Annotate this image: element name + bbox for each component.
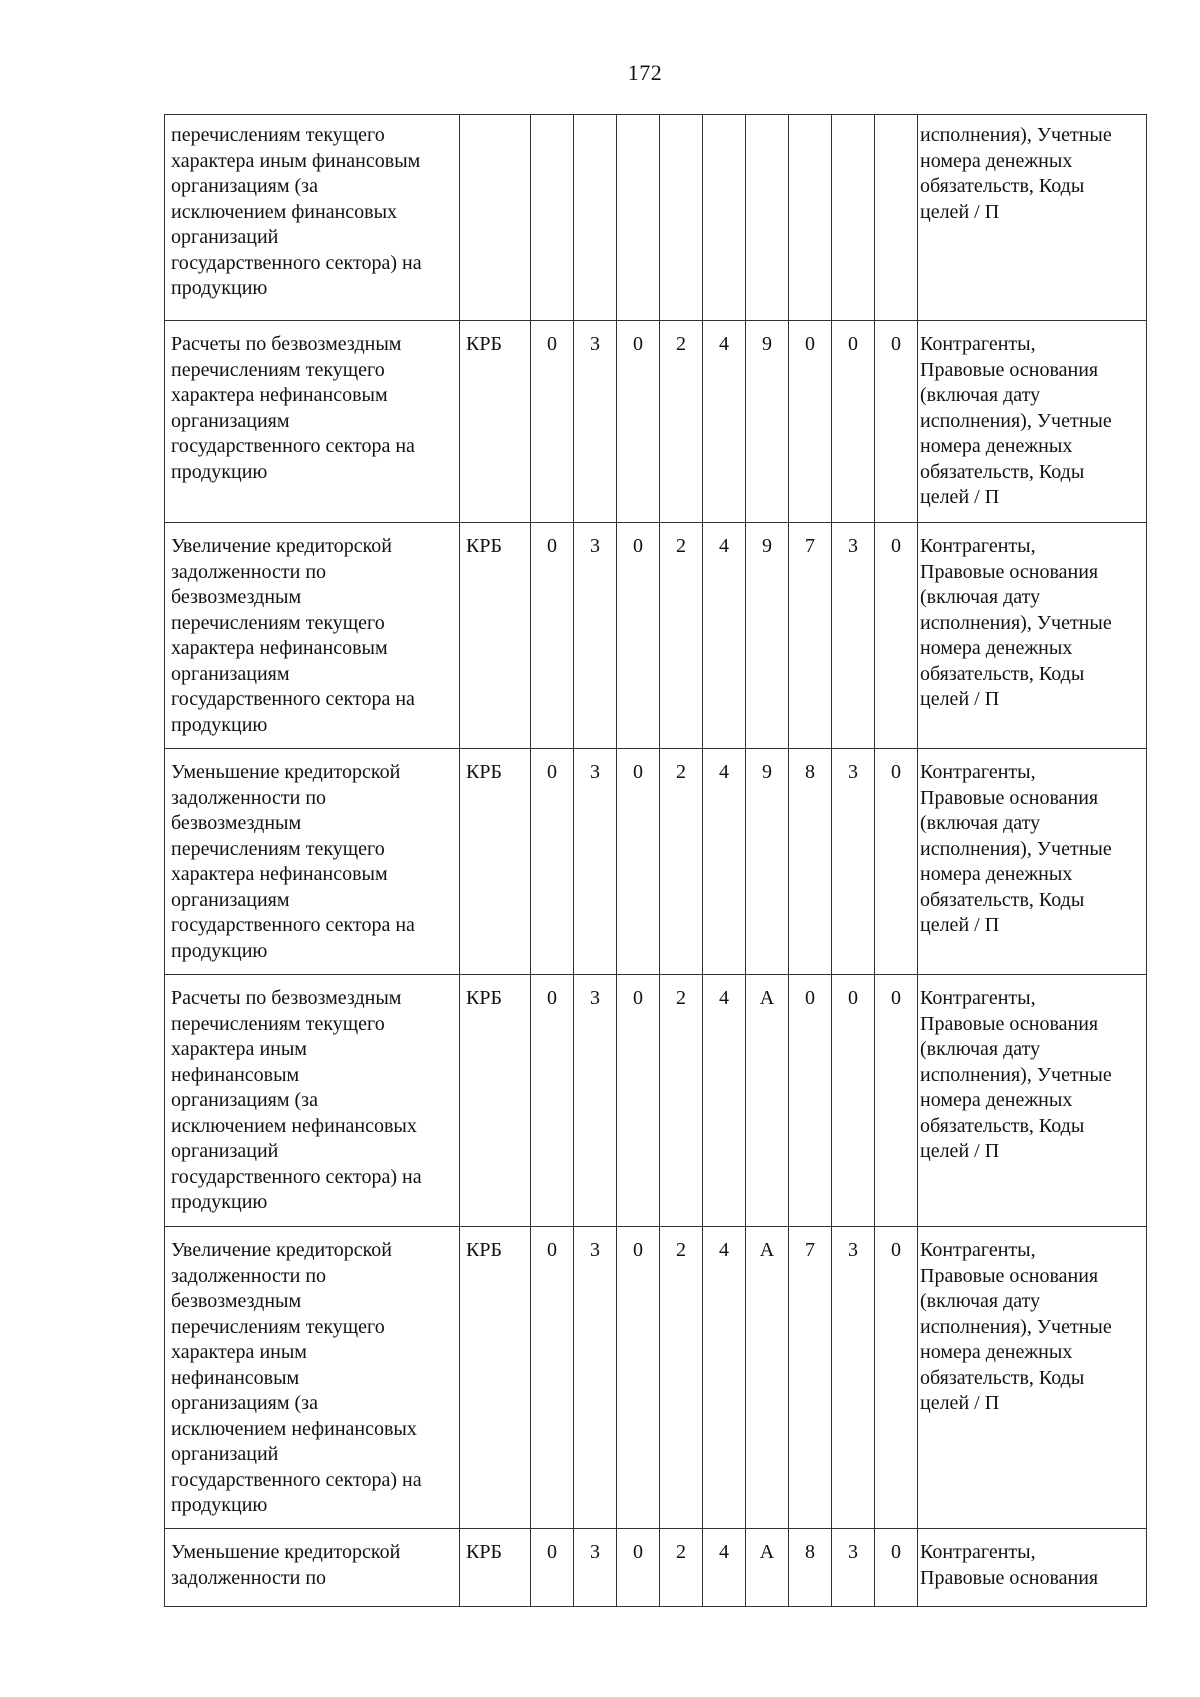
code-digit-cell: [746, 1529, 789, 1607]
table-row: [165, 975, 1147, 1227]
code-digit-cell: [703, 321, 746, 523]
code-digit: 0: [633, 987, 643, 1009]
code-digit: 2: [676, 1239, 686, 1261]
code-digit-cell: [574, 975, 617, 1227]
code-digit-cell: [660, 975, 703, 1227]
code-digit-cell: [574, 321, 617, 523]
code-digit-cell: [531, 975, 574, 1227]
account-kind-cell: [460, 523, 531, 749]
code-digit-cell: [789, 523, 832, 749]
account-description-cell: [165, 1227, 460, 1529]
code-digit-cell: [617, 115, 660, 321]
code-digit-cell: [746, 115, 789, 321]
code-digit-cell: [703, 115, 746, 321]
code-digit-cell: [789, 1227, 832, 1529]
code-digit: 0: [848, 333, 858, 355]
code-digit-cell: [660, 749, 703, 975]
analytics-cell: [918, 523, 1147, 749]
code-digit-cell: [531, 523, 574, 749]
code-digit-cell: [875, 1529, 918, 1607]
code-digit-cell: [789, 1529, 832, 1607]
code-digit: 3: [590, 987, 600, 1009]
code-digit-cell: [875, 1227, 918, 1529]
code-digit: 7: [805, 535, 815, 557]
code-digit: 0: [633, 1541, 643, 1563]
account-description-cell: [165, 115, 460, 321]
code-digit: 9: [762, 333, 772, 355]
analytics-cell: [918, 115, 1147, 321]
code-digit-cell: [832, 749, 875, 975]
code-digit-cell: [703, 749, 746, 975]
code-digit: 0: [891, 1239, 901, 1261]
code-digit: 0: [891, 761, 901, 783]
table-row: [165, 523, 1147, 749]
code-digit: 0: [633, 535, 643, 557]
code-digit: 3: [590, 1239, 600, 1261]
code-digit-cell: [875, 115, 918, 321]
code-digit: 3: [848, 1239, 858, 1261]
code-digit-cell: [746, 321, 789, 523]
code-digit: 0: [547, 1239, 557, 1261]
code-digit-cell: [832, 523, 875, 749]
code-digit-cell: [574, 1529, 617, 1607]
account-description-cell: [165, 975, 460, 1227]
account-kind-cell: [460, 115, 531, 321]
code-digit-cell: [660, 1227, 703, 1529]
code-digit-cell: [746, 749, 789, 975]
code-digit-cell: [617, 321, 660, 523]
code-digit: 8: [805, 761, 815, 783]
code-digit: 3: [848, 535, 858, 557]
code-digit-cell: [703, 975, 746, 1227]
analytics-cell: [918, 1529, 1147, 1607]
code-digit: 0: [805, 333, 815, 355]
code-digit: 2: [676, 535, 686, 557]
code-digit-cell: [789, 115, 832, 321]
code-digit: 3: [848, 1541, 858, 1563]
code-digit-cell: [617, 1227, 660, 1529]
code-digit: 3: [590, 761, 600, 783]
code-digit-cell: [531, 1227, 574, 1529]
code-digit-cell: [703, 1227, 746, 1529]
code-digit-cell: [617, 523, 660, 749]
code-digit-cell: [832, 321, 875, 523]
code-digit: 0: [547, 761, 557, 783]
account-description: Уменьшение кредиторской задолженности по безвозмездным перечислениям текущего характера нефинансовым организациям государственного сектора на продукцию: [171, 761, 415, 962]
code-digit: 0: [891, 987, 901, 1009]
code-digit: 7: [805, 1239, 815, 1261]
code-digit-cell: [875, 975, 918, 1227]
code-digit-cell: [574, 1227, 617, 1529]
code-digit-cell: [574, 523, 617, 749]
code-digit-cell: [789, 975, 832, 1227]
code-digit: 0: [891, 1541, 901, 1563]
code-digit: 0: [633, 761, 643, 783]
code-digit: 2: [676, 333, 686, 355]
code-digit-cell: [703, 1529, 746, 1607]
code-digit-cell: [617, 1529, 660, 1607]
code-digit: 4: [719, 1541, 729, 1563]
code-digit: 0: [633, 1239, 643, 1261]
analytics-cell: [918, 749, 1147, 975]
code-digit: 9: [762, 535, 772, 557]
code-digit: 0: [891, 333, 901, 355]
account-kind: КРБ: [466, 1541, 502, 1563]
account-description-cell: [165, 1529, 460, 1607]
code-digit-cell: [746, 1227, 789, 1529]
table-row: [165, 749, 1147, 975]
code-digit-cell: [832, 975, 875, 1227]
account-description-cell: [165, 523, 460, 749]
table-row: [165, 1529, 1147, 1607]
code-digit-cell: [660, 523, 703, 749]
analytics-text: Контрагенты, Правовые основания (включая дату исполнения), Учетные номера денежных обязательств, Коды целей / П: [920, 1239, 1112, 1414]
code-digit-cell: [531, 115, 574, 321]
code-digit: 0: [805, 987, 815, 1009]
code-digit: 3: [590, 1541, 600, 1563]
code-digit: А: [759, 1541, 775, 1563]
account-kind-cell: [460, 321, 531, 523]
code-digit-cell: [531, 321, 574, 523]
code-digit-cell: [574, 749, 617, 975]
account-description-cell: [165, 321, 460, 523]
code-digit-cell: [746, 523, 789, 749]
code-digit: 4: [719, 535, 729, 557]
code-digit-cell: [660, 321, 703, 523]
code-digit: 4: [719, 1239, 729, 1261]
code-digit-cell: [789, 749, 832, 975]
code-digit-cell: [832, 1529, 875, 1607]
account-description: Расчеты по безвозмездным перечислениям текущего характера нефинансовым организациям государственного сектора на продукцию: [171, 333, 415, 483]
code-digit-cell: [875, 749, 918, 975]
code-digit-cell: [875, 321, 918, 523]
code-digit: 0: [547, 1541, 557, 1563]
code-digit: 3: [590, 333, 600, 355]
code-digit: 9: [762, 761, 772, 783]
account-description: Увеличение кредиторской задолженности по безвозмездным перечислениям текущего характера нефинансовым организациям государственного сектора на продукцию: [171, 535, 415, 736]
code-digit: 0: [547, 333, 557, 355]
code-digit-cell: [660, 115, 703, 321]
analytics-cell: [918, 321, 1147, 523]
code-digit-cell: [574, 115, 617, 321]
accounts-table: [164, 114, 1147, 1607]
code-digit: 0: [848, 987, 858, 1009]
account-kind-cell: [460, 749, 531, 975]
code-digit: 2: [676, 1541, 686, 1563]
code-digit: 2: [676, 987, 686, 1009]
analytics-text: Контрагенты, Правовые основания (включая дату исполнения), Учетные номера денежных обязательств, Коды целей / П: [920, 987, 1112, 1162]
code-digit-cell: [875, 523, 918, 749]
code-digit: 4: [719, 987, 729, 1009]
analytics-cell: [918, 975, 1147, 1227]
code-digit: А: [759, 987, 775, 1009]
account-description-cell: [165, 749, 460, 975]
account-description: Увеличение кредиторской задолженности по безвозмездным перечислениям текущего характера иным нефинансовым организациям (за исключением нефинансовых организаций государственного сектора) на продукцию: [171, 1239, 422, 1516]
code-digit: 4: [719, 333, 729, 355]
code-digit: 0: [891, 535, 901, 557]
code-digit: 0: [633, 333, 643, 355]
code-digit-cell: [832, 1227, 875, 1529]
code-digit-cell: [832, 115, 875, 321]
account-description: Расчеты по безвозмездным перечислениям текущего характера иным нефинансовым организациям (за исключением нефинансовых организаций государственного сектора) на продукцию: [171, 987, 422, 1213]
code-digit-cell: [746, 975, 789, 1227]
account-kind: КРБ: [466, 761, 502, 783]
account-kind-cell: [460, 1227, 531, 1529]
code-digit-cell: [531, 1529, 574, 1607]
table-row: [165, 115, 1147, 321]
table-row: [165, 321, 1147, 523]
account-kind: КРБ: [466, 987, 502, 1009]
code-digit: 8: [805, 1541, 815, 1563]
analytics-text: Контрагенты, Правовые основания (включая дату исполнения), Учетные номера денежных обязательств, Коды целей / П: [920, 333, 1112, 508]
analytics-text: исполнения), Учетные номера денежных обязательств, Коды целей / П: [920, 124, 1112, 223]
code-digit-cell: [617, 749, 660, 975]
code-digit: 0: [547, 535, 557, 557]
account-description: перечислениям текущего характера иным финансовым организациям (за исключением финансовых организаций государственного сектора) на продукцию: [171, 124, 422, 299]
code-digit: 0: [547, 987, 557, 1009]
code-digit: 2: [676, 761, 686, 783]
analytics-text: Контрагенты, Правовые основания (включая дату исполнения), Учетные номера денежных обязательств, Коды целей / П: [920, 535, 1112, 710]
code-digit-cell: [617, 975, 660, 1227]
analytics-text: Контрагенты, Правовые основания (включая дату исполнения), Учетные номера денежных обязательств, Коды целей / П: [920, 761, 1112, 936]
analytics-text: Контрагенты, Правовые основания: [920, 1541, 1099, 1589]
code-digit-cell: [703, 523, 746, 749]
account-kind: КРБ: [466, 333, 502, 355]
account-kind: КРБ: [466, 1239, 502, 1261]
code-digit-cell: [660, 1529, 703, 1607]
account-description: Уменьшение кредиторской задолженности по: [171, 1541, 401, 1589]
account-kind: КРБ: [466, 535, 502, 557]
account-kind-cell: [460, 1529, 531, 1607]
analytics-cell: [918, 1227, 1147, 1529]
code-digit: 3: [590, 535, 600, 557]
code-digit: А: [759, 1239, 775, 1261]
account-kind-cell: [460, 975, 531, 1227]
code-digit: 4: [719, 761, 729, 783]
code-digit-cell: [789, 321, 832, 523]
code-digit: 3: [848, 761, 858, 783]
page-number: 172: [627, 60, 663, 85]
code-digit-cell: [531, 749, 574, 975]
table-row: [165, 1227, 1147, 1529]
